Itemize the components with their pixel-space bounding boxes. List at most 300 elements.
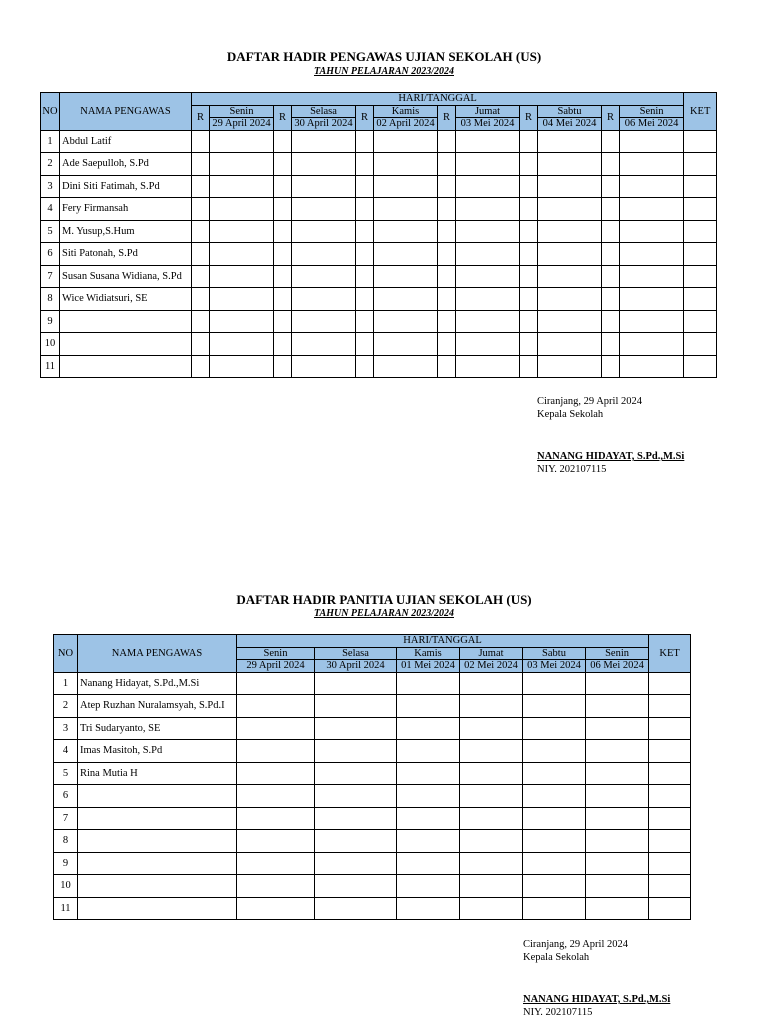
- attendance-cell: [237, 807, 315, 830]
- attendance-cell: [620, 265, 684, 288]
- row-number: 8: [41, 288, 60, 311]
- table-row: [41, 198, 717, 221]
- r-cell: [520, 220, 538, 243]
- attendance-cell: [397, 785, 460, 808]
- row-number: 2: [54, 695, 78, 718]
- col-header-date: 29 April 2024: [210, 118, 274, 131]
- attendance-title-panitia: DAFTAR HADIR PANITIA UJIAN SEKOLAH (US): [236, 592, 532, 607]
- r-cell: [274, 130, 292, 153]
- attendance-cell: [374, 198, 438, 221]
- attendance-cell: [237, 830, 315, 853]
- attendance-cell: [210, 333, 274, 356]
- ket-cell: [684, 355, 717, 378]
- attendance-cell: [397, 740, 460, 763]
- attendance-cell: [210, 265, 274, 288]
- row-name: [78, 897, 237, 920]
- attendance-cell: [523, 717, 586, 740]
- col-header-r: R: [520, 105, 538, 130]
- attendance-cell: [538, 288, 602, 311]
- r-cell: [274, 310, 292, 333]
- row-name: Susan Susana Widiana, S.Pd: [60, 265, 192, 288]
- r-cell: [274, 243, 292, 266]
- attendance-cell: [523, 672, 586, 695]
- ket-cell: [649, 807, 691, 830]
- ket-cell: [649, 852, 691, 875]
- attendance-cell: [620, 310, 684, 333]
- row-name: M. Yusup,S.Hum: [60, 220, 192, 243]
- row-name: [78, 785, 237, 808]
- col-header-day: Kamis: [397, 647, 460, 660]
- attendance-cell: [374, 130, 438, 153]
- attendance-cell: [586, 875, 649, 898]
- r-cell: [274, 355, 292, 378]
- r-cell: [520, 198, 538, 221]
- ket-cell: [684, 175, 717, 198]
- row-number: 6: [41, 243, 60, 266]
- r-cell: [438, 130, 456, 153]
- attendance-cell: [292, 333, 356, 356]
- ket-cell: [649, 740, 691, 763]
- col-header-r: R: [274, 105, 292, 130]
- row-name: [78, 807, 237, 830]
- r-cell: [356, 355, 374, 378]
- col-header-day: Senin: [620, 105, 684, 118]
- col-header-date: 01 Mei 2024: [397, 660, 460, 673]
- attendance-cell: [538, 175, 602, 198]
- attendance-cell: [456, 198, 520, 221]
- r-cell: [192, 333, 210, 356]
- attendance-cell: [397, 875, 460, 898]
- attendance-cell: [456, 130, 520, 153]
- r-cell: [356, 265, 374, 288]
- attendance-cell: [210, 130, 274, 153]
- attendance-cell: [620, 243, 684, 266]
- attendance-cell: [397, 897, 460, 920]
- attendance-cell: [456, 310, 520, 333]
- attendance-cell: [292, 198, 356, 221]
- r-cell: [274, 175, 292, 198]
- ket-cell: [684, 220, 717, 243]
- table-row: [41, 220, 717, 243]
- signature-block-panitia: [523, 938, 670, 1019]
- attendance-cell: [210, 355, 274, 378]
- r-cell: [602, 175, 620, 198]
- attendance-cell: [315, 875, 397, 898]
- col-header-name: NAMA PENGAWAS: [60, 93, 192, 131]
- r-cell: [356, 153, 374, 176]
- attendance-cell: [315, 807, 397, 830]
- r-cell: [520, 243, 538, 266]
- attendance-cell: [460, 875, 523, 898]
- table-header-row: [41, 93, 717, 106]
- school-year-subtitle: TAHUN PELAJARAN 2023/2024: [313, 66, 454, 77]
- attendance-cell: [523, 875, 586, 898]
- r-cell: [438, 153, 456, 176]
- attendance-cell: [586, 807, 649, 830]
- attendance-cell: [374, 153, 438, 176]
- attendance-cell: [523, 807, 586, 830]
- attendance-cell: [210, 310, 274, 333]
- attendance-cell: [460, 717, 523, 740]
- r-cell: [192, 220, 210, 243]
- attendance-cell: [586, 740, 649, 763]
- r-cell: [438, 265, 456, 288]
- attendance-cell: [237, 695, 315, 718]
- r-cell: [520, 333, 538, 356]
- col-header-date: 30 April 2024: [315, 660, 397, 673]
- row-number: 9: [41, 310, 60, 333]
- attendance-cell: [315, 852, 397, 875]
- row-name: Abdul Latif: [60, 130, 192, 153]
- table-header-row: [54, 635, 691, 648]
- attendance-cell: [315, 897, 397, 920]
- ket-cell: [684, 243, 717, 266]
- table-row: [54, 875, 691, 898]
- attendance-cell: [460, 830, 523, 853]
- attendance-cell: [210, 243, 274, 266]
- attendance-cell: [586, 785, 649, 808]
- r-cell: [602, 288, 620, 311]
- col-header-date: 30 April 2024: [292, 118, 356, 131]
- r-cell: [520, 153, 538, 176]
- attendance-cell: [620, 220, 684, 243]
- attendance-cell: [460, 852, 523, 875]
- col-header-r: R: [438, 105, 456, 130]
- col-header-day: Senin: [210, 105, 274, 118]
- r-cell: [356, 220, 374, 243]
- row-name: Nanang Hidayat, S.Pd.,M.Si: [78, 672, 237, 695]
- attendance-cell: [538, 198, 602, 221]
- row-number: 8: [54, 830, 78, 853]
- col-header-no: NO: [41, 93, 60, 131]
- attendance-cell: [397, 672, 460, 695]
- attendance-cell: [620, 198, 684, 221]
- ket-cell: [684, 265, 717, 288]
- signature-role: Kepala Sekolah: [523, 952, 590, 963]
- signature-name: NANANG HIDAYAT, S.Pd.,M.Si: [523, 994, 671, 1005]
- r-cell: [192, 265, 210, 288]
- attendance-cell: [620, 355, 684, 378]
- table-row: [41, 333, 717, 356]
- attendance-cell: [397, 852, 460, 875]
- attendance-cell: [374, 310, 438, 333]
- r-cell: [356, 198, 374, 221]
- row-number: 10: [54, 875, 78, 898]
- table-row: [54, 830, 691, 853]
- row-name: Atep Ruzhan Nuralamsyah, S.Pd.I: [78, 695, 237, 718]
- attendance-cell: [374, 288, 438, 311]
- r-cell: [602, 130, 620, 153]
- r-cell: [274, 288, 292, 311]
- attendance-cell: [523, 762, 586, 785]
- attendance-cell: [210, 175, 274, 198]
- attendance-cell: [315, 830, 397, 853]
- attendance-cell: [523, 897, 586, 920]
- ket-cell: [684, 153, 717, 176]
- row-name: [78, 830, 237, 853]
- attendance-cell: [315, 672, 397, 695]
- row-number: 4: [41, 198, 60, 221]
- row-number: 2: [41, 153, 60, 176]
- ket-cell: [649, 785, 691, 808]
- attendance-cell: [374, 220, 438, 243]
- attendance-cell: [456, 333, 520, 356]
- table-row: [41, 310, 717, 333]
- row-number: 5: [41, 220, 60, 243]
- r-cell: [602, 310, 620, 333]
- r-cell: [192, 310, 210, 333]
- row-name: Wice Widiatsuri, SE: [60, 288, 192, 311]
- r-cell: [356, 243, 374, 266]
- attendance-cell: [315, 740, 397, 763]
- row-name: Tri Sudaryanto, SE: [78, 717, 237, 740]
- attendance-cell: [460, 807, 523, 830]
- attendance-cell: [523, 852, 586, 875]
- school-year-subtitle: TAHUN PELAJARAN 2023/2024: [313, 608, 454, 619]
- col-header-day: Sabtu: [538, 105, 602, 118]
- col-header-day: Kamis: [374, 105, 438, 118]
- row-name: [60, 355, 192, 378]
- attendance-cell: [538, 265, 602, 288]
- table-row: [41, 175, 717, 198]
- r-cell: [192, 153, 210, 176]
- attendance-cell: [237, 852, 315, 875]
- table-row: [54, 717, 691, 740]
- r-cell: [520, 288, 538, 311]
- r-cell: [356, 130, 374, 153]
- attendance-cell: [620, 288, 684, 311]
- attendance-cell: [538, 243, 602, 266]
- r-cell: [274, 153, 292, 176]
- attendance-cell: [620, 153, 684, 176]
- r-cell: [274, 333, 292, 356]
- ket-cell: [649, 717, 691, 740]
- attendance-cell: [237, 672, 315, 695]
- attendance-cell: [237, 897, 315, 920]
- r-cell: [356, 310, 374, 333]
- r-cell: [192, 355, 210, 378]
- col-header-date: 02 April 2024: [374, 118, 438, 131]
- attendance-cell: [374, 355, 438, 378]
- attendance-cell: [586, 897, 649, 920]
- attendance-cell: [586, 762, 649, 785]
- col-header-day: Senin: [586, 647, 649, 660]
- r-cell: [520, 355, 538, 378]
- table-row: [41, 243, 717, 266]
- row-number: 11: [41, 355, 60, 378]
- row-number: 3: [41, 175, 60, 198]
- r-cell: [274, 265, 292, 288]
- attendance-cell: [456, 175, 520, 198]
- col-header-ket: KET: [649, 635, 691, 673]
- row-name: Imas Masitoh, S.Pd: [78, 740, 237, 763]
- attendance-cell: [397, 830, 460, 853]
- ket-cell: [649, 695, 691, 718]
- attendance-cell: [460, 762, 523, 785]
- row-number: 7: [41, 265, 60, 288]
- r-cell: [274, 198, 292, 221]
- ket-cell: [684, 130, 717, 153]
- col-header-day: Selasa: [292, 105, 356, 118]
- r-cell: [274, 220, 292, 243]
- attendance-cell: [292, 175, 356, 198]
- ket-cell: [684, 310, 717, 333]
- signature-role: Kepala Sekolah: [537, 409, 604, 420]
- attendance-cell: [586, 717, 649, 740]
- attendance-cell: [460, 672, 523, 695]
- col-header-date: 04 Mei 2024: [538, 118, 602, 131]
- r-cell: [438, 355, 456, 378]
- attendance-cell: [620, 175, 684, 198]
- attendance-cell: [460, 897, 523, 920]
- table-row: [54, 672, 691, 695]
- attendance-cell: [538, 310, 602, 333]
- signature-id: NIY. 202107115: [537, 464, 607, 475]
- r-cell: [520, 175, 538, 198]
- r-cell: [356, 333, 374, 356]
- attendance-cell: [315, 695, 397, 718]
- ket-cell: [684, 198, 717, 221]
- row-number: 1: [54, 672, 78, 695]
- row-number: 11: [54, 897, 78, 920]
- table-row: [54, 762, 691, 785]
- ket-cell: [649, 762, 691, 785]
- ket-cell: [649, 875, 691, 898]
- r-cell: [602, 333, 620, 356]
- r-cell: [438, 175, 456, 198]
- attendance-cell: [292, 355, 356, 378]
- table-row: [54, 785, 691, 808]
- row-name: [78, 875, 237, 898]
- r-cell: [602, 355, 620, 378]
- r-cell: [438, 288, 456, 311]
- attendance-cell: [397, 762, 460, 785]
- r-cell: [602, 220, 620, 243]
- attendance-cell: [456, 355, 520, 378]
- r-cell: [192, 198, 210, 221]
- attendance-cell: [374, 243, 438, 266]
- attendance-cell: [456, 265, 520, 288]
- attendance-cell: [523, 785, 586, 808]
- attendance-cell: [237, 717, 315, 740]
- attendance-cell: [456, 243, 520, 266]
- r-cell: [192, 175, 210, 198]
- row-number: 4: [54, 740, 78, 763]
- signature-block-pengawas: [537, 395, 684, 476]
- ket-cell: [684, 288, 717, 311]
- attendance-cell: [523, 830, 586, 853]
- attendance-cell: [292, 310, 356, 333]
- r-cell: [192, 288, 210, 311]
- table-row: [54, 740, 691, 763]
- row-number: 9: [54, 852, 78, 875]
- row-name: Rina Mutia H: [78, 762, 237, 785]
- table-row: [41, 153, 717, 176]
- ket-cell: [649, 672, 691, 695]
- attendance-cell: [237, 762, 315, 785]
- pengawas-attendance-table: [40, 92, 717, 378]
- row-number: 3: [54, 717, 78, 740]
- row-number: 10: [41, 333, 60, 356]
- col-header-r: R: [602, 105, 620, 130]
- attendance-cell: [237, 785, 315, 808]
- signature-place-date: Ciranjang, 29 April 2024: [537, 396, 642, 407]
- row-name: Dini Siti Fatimah, S.Pd: [60, 175, 192, 198]
- ket-cell: [649, 897, 691, 920]
- row-name: [60, 333, 192, 356]
- row-number: 1: [41, 130, 60, 153]
- signature-name: NANANG HIDAYAT, S.Pd.,M.Si: [537, 451, 685, 462]
- row-name: [60, 310, 192, 333]
- attendance-cell: [397, 695, 460, 718]
- attendance-cell: [397, 717, 460, 740]
- attendance-cell: [538, 220, 602, 243]
- col-header-hari-tanggal: HARI/TANGGAL: [192, 93, 684, 106]
- col-header-day: Senin: [237, 647, 315, 660]
- attendance-cell: [538, 355, 602, 378]
- attendance-cell: [538, 153, 602, 176]
- r-cell: [602, 265, 620, 288]
- attendance-cell: [210, 220, 274, 243]
- col-header-date: 06 Mei 2024: [586, 660, 649, 673]
- signature-place-date: Ciranjang, 29 April 2024: [523, 939, 628, 950]
- attendance-cell: [586, 695, 649, 718]
- attendance-cell: [586, 852, 649, 875]
- col-header-date: 06 Mei 2024: [620, 118, 684, 131]
- r-cell: [438, 243, 456, 266]
- attendance-cell: [397, 807, 460, 830]
- panitia-attendance-table: [53, 634, 691, 920]
- table-row: [41, 355, 717, 378]
- r-cell: [520, 130, 538, 153]
- attendance-cell: [456, 153, 520, 176]
- col-header-name: NAMA PENGAWAS: [78, 635, 237, 673]
- col-header-no: NO: [54, 635, 78, 673]
- col-header-date: 03 Mei 2024: [456, 118, 520, 131]
- attendance-cell: [460, 785, 523, 808]
- attendance-cell: [292, 288, 356, 311]
- attendance-cell: [374, 175, 438, 198]
- attendance-cell: [523, 740, 586, 763]
- col-header-day: Selasa: [315, 647, 397, 660]
- attendance-cell: [374, 265, 438, 288]
- r-cell: [602, 198, 620, 221]
- row-name: [78, 852, 237, 875]
- attendance-cell: [210, 288, 274, 311]
- attendance-cell: [237, 740, 315, 763]
- r-cell: [438, 198, 456, 221]
- col-header-day: Jumat: [460, 647, 523, 660]
- col-header-day: Sabtu: [523, 647, 586, 660]
- attendance-cell: [456, 220, 520, 243]
- r-cell: [192, 130, 210, 153]
- attendance-cell: [210, 198, 274, 221]
- col-header-r: R: [192, 105, 210, 130]
- r-cell: [356, 288, 374, 311]
- table-row: [54, 897, 691, 920]
- attendance-cell: [292, 153, 356, 176]
- col-header-date: 03 Mei 2024: [523, 660, 586, 673]
- r-cell: [438, 333, 456, 356]
- ket-cell: [684, 333, 717, 356]
- attendance-cell: [523, 695, 586, 718]
- attendance-cell: [460, 695, 523, 718]
- attendance-cell: [292, 220, 356, 243]
- attendance-title-pengawas: DAFTAR HADIR PENGAWAS UJIAN SEKOLAH (US): [226, 49, 542, 64]
- r-cell: [520, 310, 538, 333]
- attendance-cell: [315, 785, 397, 808]
- attendance-cell: [237, 875, 315, 898]
